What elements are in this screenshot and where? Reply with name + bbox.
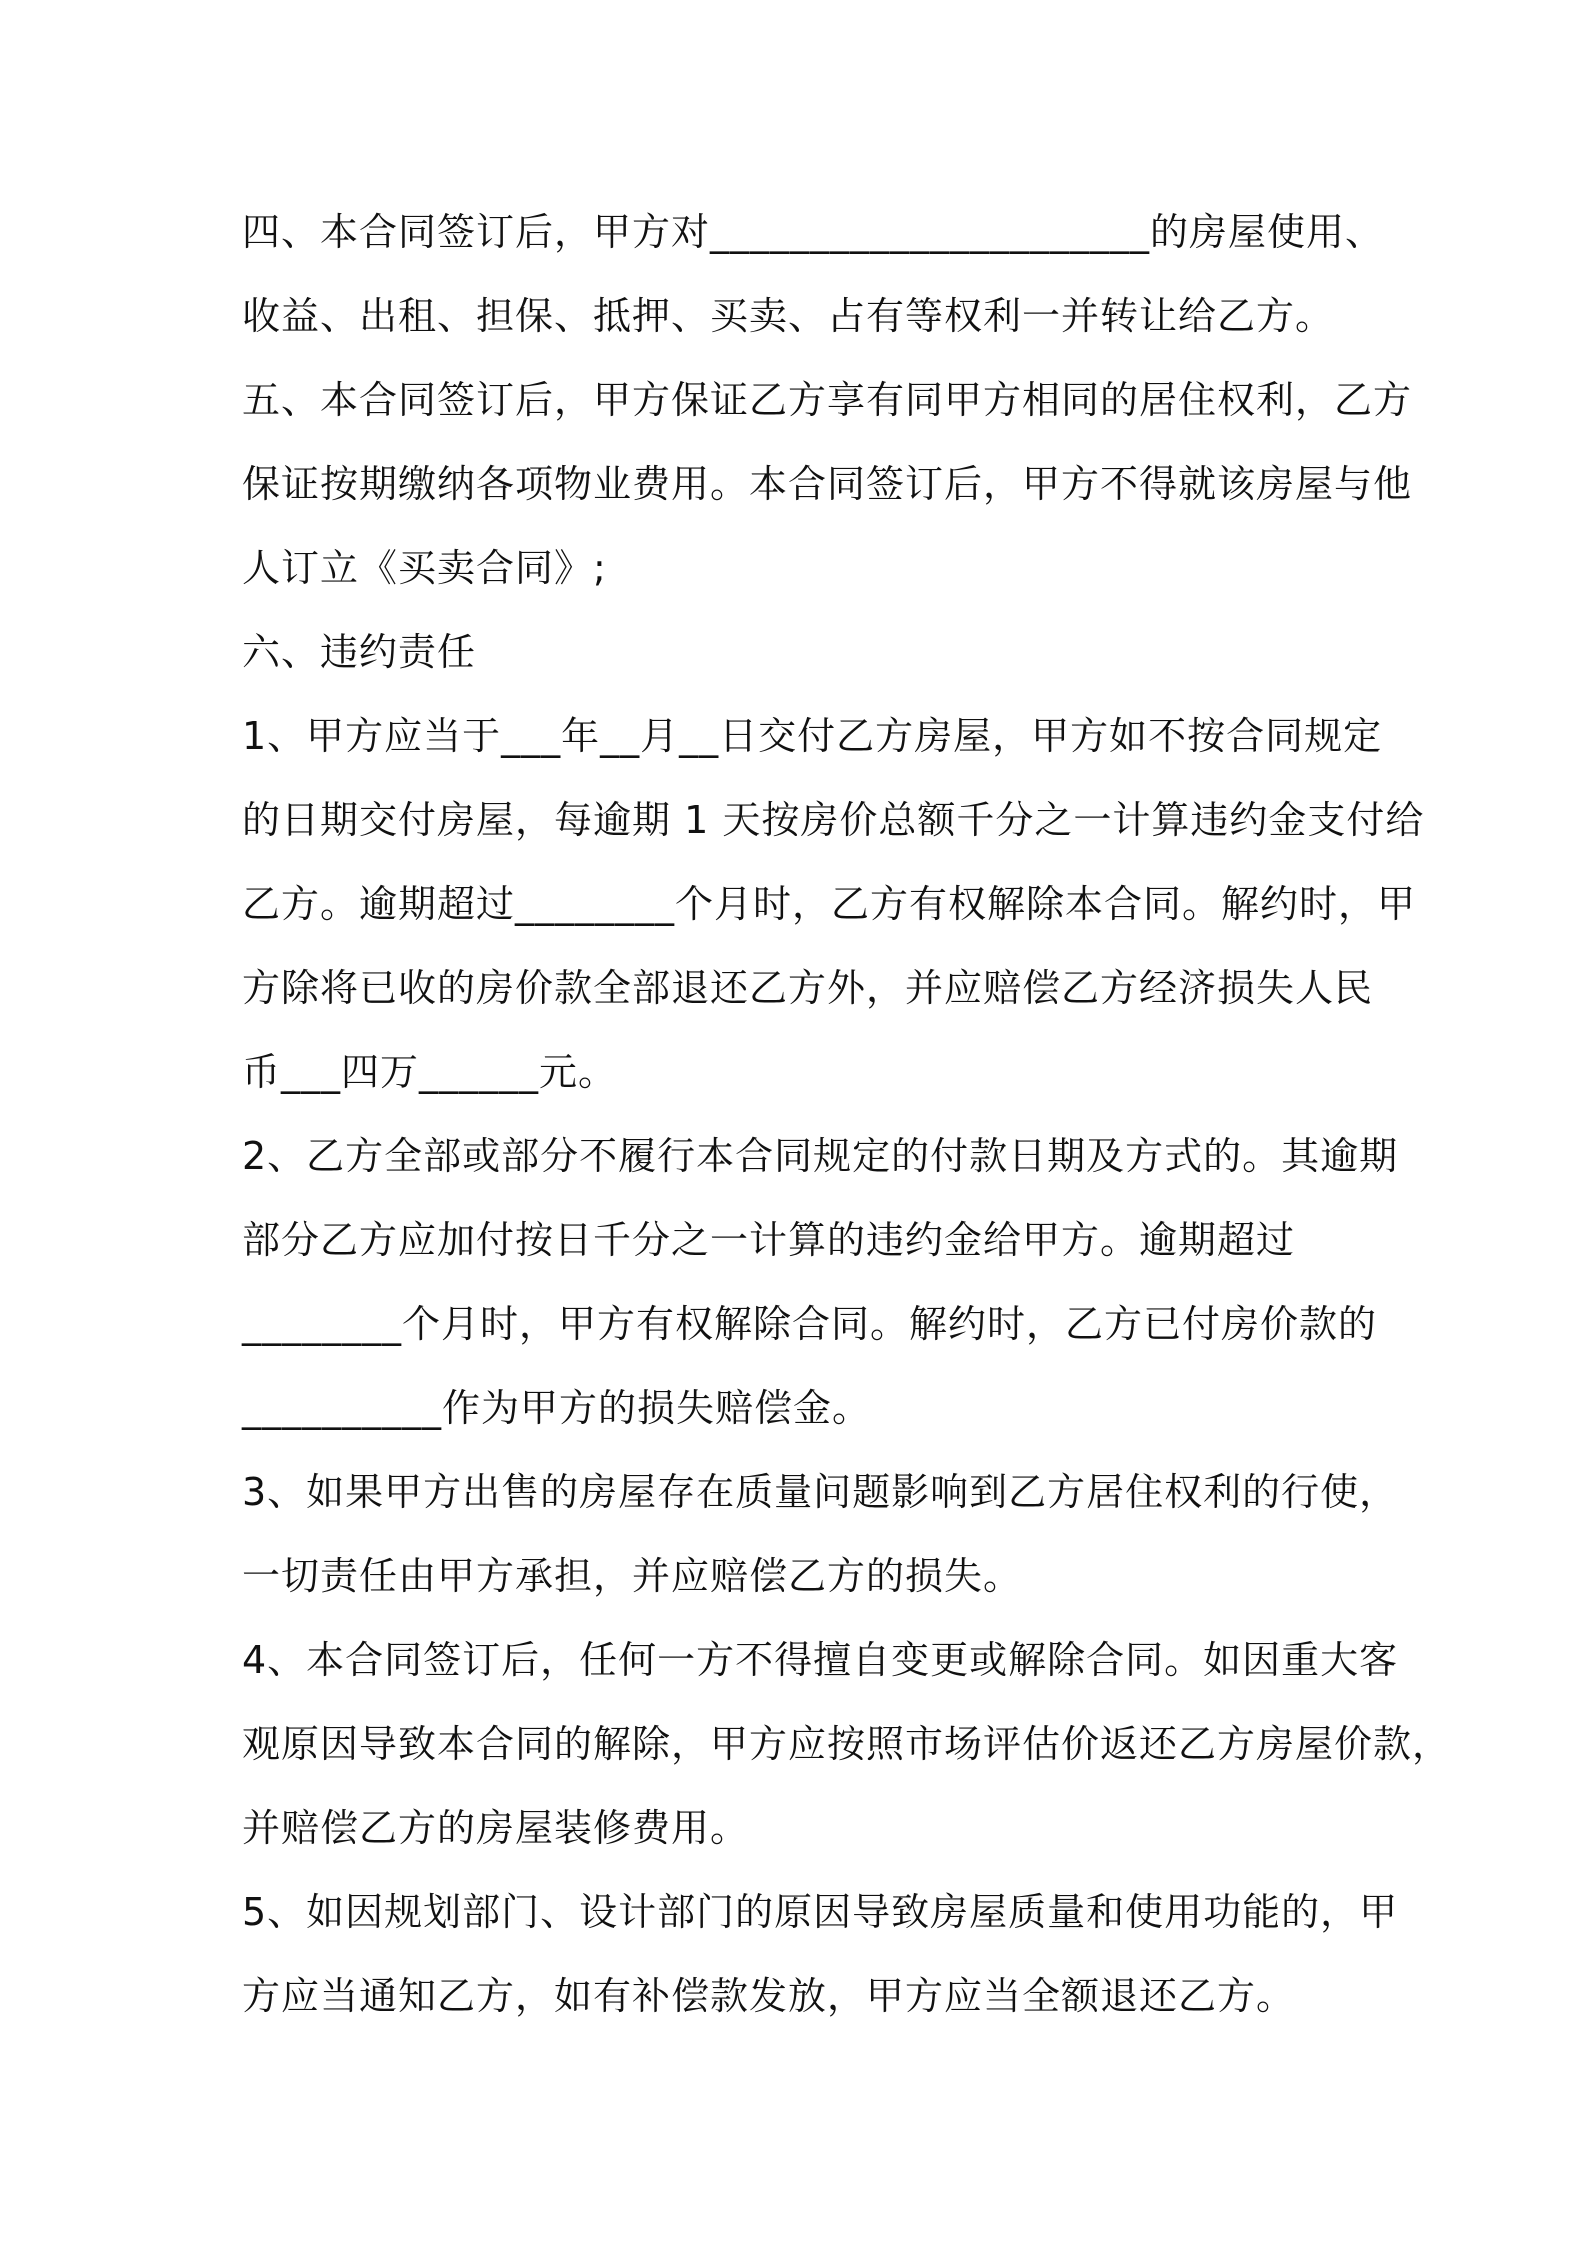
item-1-line-3: 乙方。逾期超过________个月时，乙方有权解除本合同。解约时，甲 (242, 882, 1417, 926)
contract-body (242, 190, 1452, 2038)
item-4-line-1: 4、本合同签订后，任何一方不得擅自变更或解除合同。如因重大客 (242, 1638, 1399, 1682)
item-2-line-2: 部分乙方应加付按日千分之一计算的违约金给甲方。逾期超过 (242, 1218, 1296, 1262)
item-2-line-3: ________个月时，甲方有权解除合同。解约时，乙方已付房价款的 (242, 1302, 1378, 1346)
clause-5-line-2: 保证按期缴纳各项物业费用。本合同签订后，甲方不得就该房屋与他 (242, 462, 1413, 506)
item-2-line-1: 2、乙方全部或部分不履行本合同规定的付款日期及方式的。其逾期 (242, 1134, 1399, 1178)
item-3-line-2: 一切责任由甲方承担，并应赔偿乙方的损失。 (242, 1554, 1023, 1598)
item-3-line-1: 3、如果甲方出售的房屋存在质量问题影响到乙方居住权利的行使， (242, 1470, 1399, 1514)
item-4-line-3: 并赔偿乙方的房屋装修费用。 (242, 1806, 750, 1850)
clause-5-line-1: 五、本合同签订后，甲方保证乙方享有同甲方相同的居住权利，乙方 (242, 378, 1413, 422)
item-1-line-2: 的日期交付房屋，每逾期 1 天按房价总额千分之一计算违约金支付给 (242, 798, 1425, 842)
item-5-line-1: 5、如因规划部门、设计部门的原因导致房屋质量和使用功能的，甲 (242, 1890, 1399, 1934)
item-1-line-1: 1、甲方应当于___年__月__日交付乙方房屋，甲方如不按合同规定 (242, 714, 1383, 758)
section-heading-breach: 六、违约责任 (242, 630, 477, 674)
item-1-line-5: 币___四万______元。 (242, 1050, 618, 1094)
clause-4-line-2: 收益、出租、担保、抵押、买卖、占有等权利一并转让给乙方。 (242, 294, 1335, 338)
clause-5-line-3: 人订立《买卖合同》; (242, 546, 607, 590)
clause-4-line-1: 四、本合同签订后，甲方对______________________的房屋使用、 (242, 210, 1385, 254)
item-1-line-4: 方除将已收的房价款全部退还乙方外，并应赔偿乙方经济损失人民 (242, 966, 1374, 1010)
item-5-line-2: 方应当通知乙方，如有补偿款发放，甲方应当全额退还乙方。 (242, 1974, 1296, 2018)
item-2-line-4: __________作为甲方的损失赔偿金。 (242, 1386, 872, 1430)
item-4-line-2: 观原因导致本合同的解除，甲方应按照市场评估价返还乙方房屋价款， (242, 1722, 1452, 1766)
